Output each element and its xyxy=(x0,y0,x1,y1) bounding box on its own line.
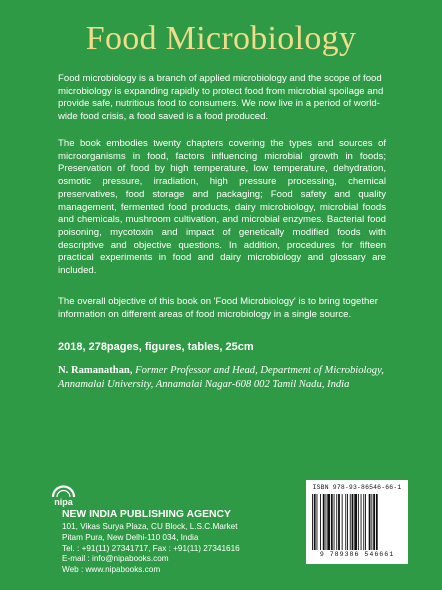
description-paragraph-1: Food microbiology is a branch of applied microbiology and the scope of food microbiology is expanding rapidly to protect food from microbial spoilage and provide safe, nutritious food to consumers. We now live in a period of world-wide food crisis, a food saved is a food produced. xyxy=(58,73,384,123)
barcode-icon xyxy=(312,494,402,550)
publisher-address-1: 101, Vikas Surya Plaza, CU Block, L.S.C.Market xyxy=(62,522,238,531)
author-name: N. Ramanathan, xyxy=(58,365,133,376)
book-title: Food Microbiology xyxy=(85,20,357,57)
isbn-label: ISBN 978-93-86546-66-1 xyxy=(312,484,402,491)
publisher-name: NEW INDIA PUBLISHING AGENCY xyxy=(62,509,231,520)
logo-text: nipa xyxy=(54,497,73,507)
author-info xyxy=(58,364,388,393)
description-paragraph-2: The book embodies twenty chapters covering the types and sources of microorganisms in food, factors influencing microbial growth in foods; Preservation of food by high temperature, low temperature, dehydration, osmotic pressure, irradiation, high pressure processing, chemical preservatives, food storage and packaging; Food safety and quality management, fermented food products, dairy microbiology, microbial foods and chemicals, mushroom cultivation, and microbial enzymes. Bacterial food poisoning, mycotoxin and impact of genetically modified foods with descriptive and objective questions. In addition, procedures for fifteen practical experiments in food and dairy microbiology and glossary are included. xyxy=(58,138,386,277)
nipa-logo-icon xyxy=(50,481,77,508)
publisher-address-2: Pitam Pura, New Delhi-110 034, India xyxy=(62,532,199,542)
barcode-number: 9 789386 546661 xyxy=(319,551,395,558)
publisher-email: E-mail : info@nipabooks.com xyxy=(62,554,169,564)
author-affiliation: Former Professor and Head, Department of Microbiology, Annamalai University, Annamalai Nagar-608 002 Tamil Nadu, India xyxy=(58,365,384,391)
description-paragraph-3: The overall objective of this book on 'Food Microbiology' is to bring together information on different areas of food microbiology in a single source. xyxy=(58,296,378,320)
publisher-phone: Tel. : +91(11) 27341717, Fax : +91(11) 27341616 xyxy=(62,543,240,553)
publisher-web: Web : www.nipabooks.com xyxy=(62,565,161,575)
publisher-block xyxy=(62,508,302,576)
barcode-box xyxy=(306,480,408,564)
publication-info: 2018, 278pages, figures, tables, 25cm xyxy=(58,341,254,353)
